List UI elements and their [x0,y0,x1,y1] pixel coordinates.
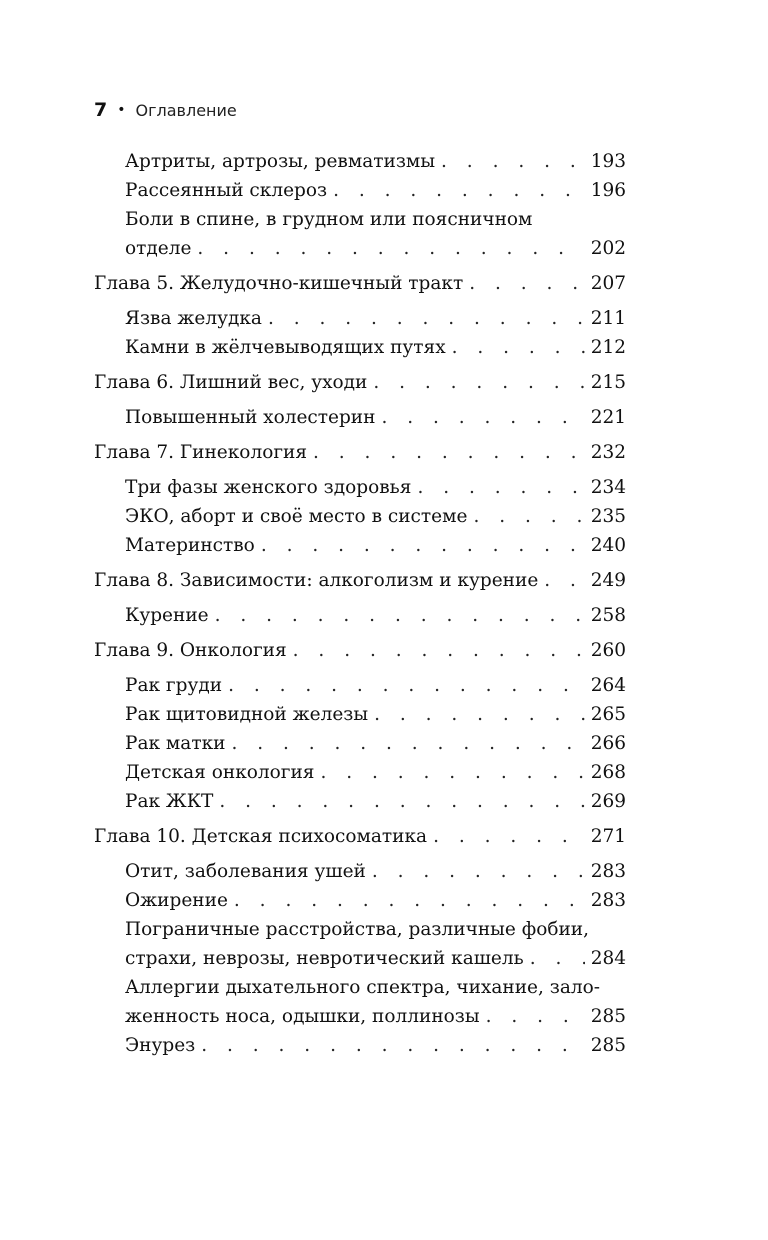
page-number: 7 [94,99,108,121]
dot-leader [544,566,584,595]
toc-entry-page: 284 [590,948,626,969]
dot-leader [372,857,585,886]
dot-leader [373,368,584,397]
dot-leader [320,758,584,787]
dot-leader [452,333,585,362]
toc-entry-title: Рассеянный склероз [125,180,328,201]
toc-entry-page: 283 [590,861,626,882]
toc-entry-title: Рак груди [125,675,223,696]
toc-entry-title: Повышенный холестерин [125,407,376,428]
toc-entry-title: отделе [125,238,192,259]
toc-entry-page: 234 [590,477,626,498]
dot-leader [228,671,585,700]
toc-entry [94,700,626,729]
toc-chapter-entry [94,822,626,851]
toc-entry-title: Рак матки [125,733,226,754]
toc-entry [94,531,626,560]
dot-leader [231,729,584,758]
toc-entry-page: 232 [590,442,626,463]
toc-entry-page: 249 [590,570,626,591]
dot-leader [215,601,585,630]
toc-entry-title: Камни в жёлчевыводящих путях [125,337,446,358]
toc-entry-page: 264 [590,675,626,696]
toc-entry-page: 258 [590,605,626,626]
dot-leader [417,473,584,502]
toc-entry-page: 193 [590,151,626,172]
toc-entry [94,758,626,787]
toc-entry-page: 211 [590,308,626,329]
toc-entry [94,403,626,432]
dot-leader [530,944,585,973]
toc-entry-page: 266 [590,733,626,754]
toc-entry-title: Детская онкология [125,762,315,783]
toc-entry [94,601,626,630]
table-of-contents [94,147,626,1060]
section-title: Оглавление [135,100,237,120]
toc-entry-title: Материнство [125,535,255,556]
toc-entry-page: 271 [590,826,626,847]
toc-entry [94,1031,626,1060]
toc-chapter-entry [94,368,626,397]
toc-entry-title: страхи, неврозы, невротический кашель [125,948,524,969]
toc-entry [94,857,626,886]
toc-entry-page: 283 [590,890,626,911]
dot-leader [381,403,584,432]
toc-entry-page: 260 [590,640,626,661]
dot-leader [333,176,585,205]
toc-entry-title: Глава 6. Лишний вес, уходи [94,372,368,393]
toc-chapter-entry [94,636,626,665]
toc-entry-title: Ожирение [125,890,228,911]
toc-entry-page: 196 [590,180,626,201]
dot-leader [469,269,585,298]
dot-leader [268,304,585,333]
toc-entry [94,729,626,758]
toc-entry [94,502,626,531]
toc-entry-page: 285 [590,1006,626,1027]
dot-leader [261,531,585,560]
toc-entry-title: женность носа, одышки, поллинозы [125,1006,480,1027]
toc-entry [94,205,626,234]
dot-leader [313,438,585,467]
toc-entry-page: 212 [590,337,626,358]
dot-leader [374,700,585,729]
toc-entry-page: 202 [590,238,626,259]
toc-entry-page: 240 [590,535,626,556]
toc-entry [94,234,626,263]
toc-entry [94,1002,626,1031]
toc-entry-page: 268 [590,762,626,783]
dot-leader [201,1031,584,1060]
toc-entry-page: 221 [590,407,626,428]
toc-entry [94,671,626,700]
toc-entry-title: Три фазы женского здоровья [125,477,412,498]
toc-entry-page: 265 [590,704,626,725]
dot-leader [197,234,584,263]
dot-leader [234,886,585,915]
toc-entry [94,147,626,176]
toc-chapter-entry [94,269,626,298]
toc-entry [94,915,626,944]
toc-entry [94,944,626,973]
toc-entry-page: 207 [590,273,626,294]
dot-leader [441,147,585,176]
toc-entry-page: 285 [590,1035,626,1056]
toc-entry-page: 235 [590,506,626,527]
toc-entry-title: Боли в спине, в грудном или поясничном [125,209,533,230]
toc-entry-title: Глава 7. Гинекология [94,442,308,463]
bullet-separator: • [117,102,126,118]
toc-entry-title: Пограничные расстройства, различные фобии, [125,919,590,940]
toc-entry-title: Глава 9. Онкология [94,640,287,661]
toc-entry-title: ЭКО, аборт и своё место в системе [125,506,468,527]
toc-entry-title: Рак ЖКТ [125,791,214,812]
dot-leader [293,636,585,665]
toc-entry-title: Аллергии дыхательного спектра, чихание, зало- [125,977,601,998]
dot-leader [473,502,584,531]
toc-entry-page: 215 [590,372,626,393]
toc-entry [94,176,626,205]
toc-entry-page: 269 [590,791,626,812]
toc-entry-title: Глава 10. Детская психосоматика [94,826,428,847]
running-header [94,97,237,123]
toc-entry-title: Отит, заболевания ушей [125,861,366,882]
toc-chapter-entry [94,566,626,595]
toc-entry [94,473,626,502]
toc-entry [94,304,626,333]
dot-leader [433,822,585,851]
toc-entry-title: Энурез [125,1035,196,1056]
toc-entry-title: Глава 5. Желудочно-кишечный тракт [94,273,464,294]
toc-entry-title: Глава 8. Зависимости: алкоголизм и курение [94,570,539,591]
toc-entry-title: Язва желудка [125,308,262,329]
toc-entry [94,973,626,1002]
toc-entry [94,787,626,816]
toc-entry [94,886,626,915]
toc-entry-title: Курение [125,605,209,626]
dot-leader [486,1002,585,1031]
toc-entry-title: Артриты, артрозы, ревматизмы [125,151,436,172]
toc-entry-title: Рак щитовидной железы [125,704,369,725]
toc-chapter-entry [94,438,626,467]
toc-entry [94,333,626,362]
dot-leader [219,787,584,816]
